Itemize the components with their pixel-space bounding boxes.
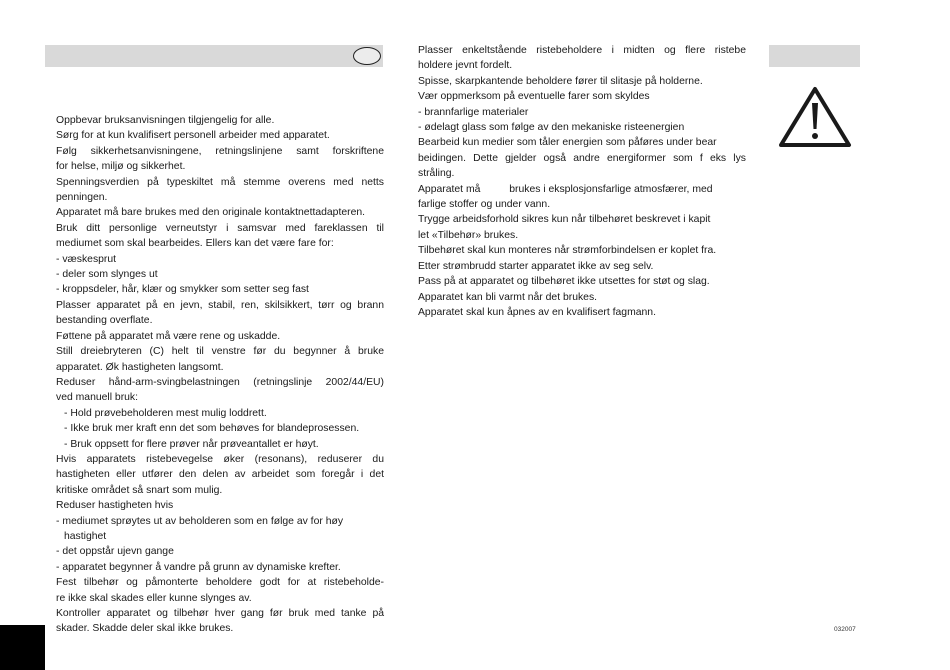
text-line: Spenningsverdien på typeskiltet må stemme overens med netts	[56, 176, 384, 188]
text-line: Reduser hånd-arm-svingbelastningen (retningslinje 2002/44/EU)	[56, 376, 384, 388]
text-line: - brannfarlige materialer	[418, 106, 529, 118]
text-line: Apparatet må brukes i eksplosjonsfarlige atmosfærer, med	[418, 183, 713, 195]
text-line: - ødelagt glass som følge av den mekaniske risteenergien	[418, 122, 685, 134]
text-line: holdere jevnt fordelt.	[418, 60, 513, 72]
text-line: Bearbeid kun medier som tåler energien som påføres under bear	[418, 137, 717, 149]
text-line: re ikke skal skades eller kunne slynges av.	[56, 592, 252, 604]
text-line: ved manuell bruk:	[56, 392, 139, 404]
document-code: 032007	[834, 626, 856, 633]
text-line: Reduser hastigheten hvis	[56, 500, 174, 512]
text-line: Følg sikkerhetsanvisningene, retningslinjene samt forskriftene	[56, 145, 384, 157]
text-line: Tilbehøret skal kun monteres når strømforbindelsen er koplet fra.	[418, 245, 717, 257]
text-line: - apparatet begynner å vandre på grunn av dynamiske krefter.	[56, 561, 341, 573]
text-line: Sørg for at kun kvalifisert personell arbeider med apparatet.	[56, 130, 330, 142]
text-line: Etter strømbrudd starter apparatet ikke av seg selv.	[418, 260, 654, 272]
text-line: Fest tilbehør og påmonterte beholdere godt for at ristebeholde-	[56, 577, 384, 589]
text-line: - Bruk oppsett for flere prøver når prøveantallet er høyt.	[64, 438, 319, 450]
text-line: Kontroller apparatet og tilbehør hver gang før bruk med tanke på	[56, 608, 384, 619]
text-line: Plasser apparatet på en jevn, stabil, ren, skilsikkert, tørr og brann	[56, 299, 384, 311]
text-line: kritiske området så snart som mulig.	[56, 484, 223, 496]
text-line: Pass på at apparatet og tilbehøret ikke utsettes for støt og slag.	[418, 276, 710, 288]
middle-text-column	[418, 43, 746, 320]
text-line: - deler som slynges ut	[56, 269, 158, 281]
text-line: beidingen. Dette gjelder også andre energiformer som f eks lys	[418, 152, 746, 164]
page-edge-tab	[0, 625, 45, 670]
text-line: Oppbevar bruksanvisningen tilgjengelig for alle.	[56, 115, 275, 126]
text-line: - kroppsdeler, hår, klær og smykker som setter seg fast	[56, 284, 309, 296]
text-line: Apparatet må bare brukes med den originale kontaktnettadapteren.	[56, 207, 366, 219]
left-text-column	[56, 113, 384, 637]
text-line: - Hold prøvebeholderen mest mulig loddrett.	[64, 407, 267, 419]
text-line: Apparatet skal kun åpnes av en kvalifisert fagmann.	[418, 306, 656, 318]
text-line: - væskesprut	[56, 253, 117, 265]
text-line: apparatet. Øk hastigheten langsomt.	[56, 361, 224, 373]
text-line: Bruk ditt personlige verneutstyr i samsvar med fareklassen til	[56, 222, 384, 234]
text-line: mediumet som skal bearbeides. Ellers kan det være fare for:	[56, 238, 334, 250]
text-line: - mediumet sprøytes ut av beholderen som en følge av for høy	[56, 515, 344, 527]
text-line: Hvis apparatets ristebevegelse øker (resonans), reduserer du	[56, 453, 384, 465]
section-header-oval	[353, 47, 381, 65]
text-line: Still dreiebryteren (C) helt til venstre før du begynner å bruke	[56, 346, 384, 358]
warning-header-bar	[769, 45, 860, 67]
text-line: - Ikke bruk mer kraft enn det som behøves for blandeprosessen.	[64, 423, 360, 435]
text-line: hastigheten eller utfører den delen av arbeidet som foregår i det	[56, 469, 384, 481]
text-line: stråling.	[418, 168, 455, 180]
text-line: Apparatet kan bli varmt når det brukes.	[418, 291, 598, 303]
text-line: bestanding overflate.	[56, 315, 153, 327]
text-line: Plasser enkeltstående ristebeholdere i midten og flere ristebe	[418, 45, 746, 56]
text-line: Trygge arbeidsforhold sikres kun når tilbehøret beskrevet i kapit	[418, 214, 711, 226]
text-line: hastighet	[64, 530, 107, 542]
warning-triangle-icon	[777, 85, 853, 149]
text-line: Føttene på apparatet må være rene og uskadde.	[56, 330, 281, 342]
text-line: farlige stoffer og under vann.	[418, 199, 551, 211]
text-line: let «Tilbehør» brukes.	[418, 229, 519, 241]
text-line: skader. Skadde deler skal ikke brukes.	[56, 623, 234, 635]
text-line: - det oppstår ujevn gange	[56, 546, 174, 558]
text-line: Vær oppmerksom på eventuelle farer som skyldes	[418, 91, 650, 103]
text-line: Spisse, skarpkantende beholdere fører til slitasje på holderne.	[418, 75, 703, 87]
section-header-bar	[45, 45, 383, 67]
text-line: penningen.	[56, 192, 108, 204]
text-line: for helse, miljø og sikkerhet.	[56, 161, 186, 173]
